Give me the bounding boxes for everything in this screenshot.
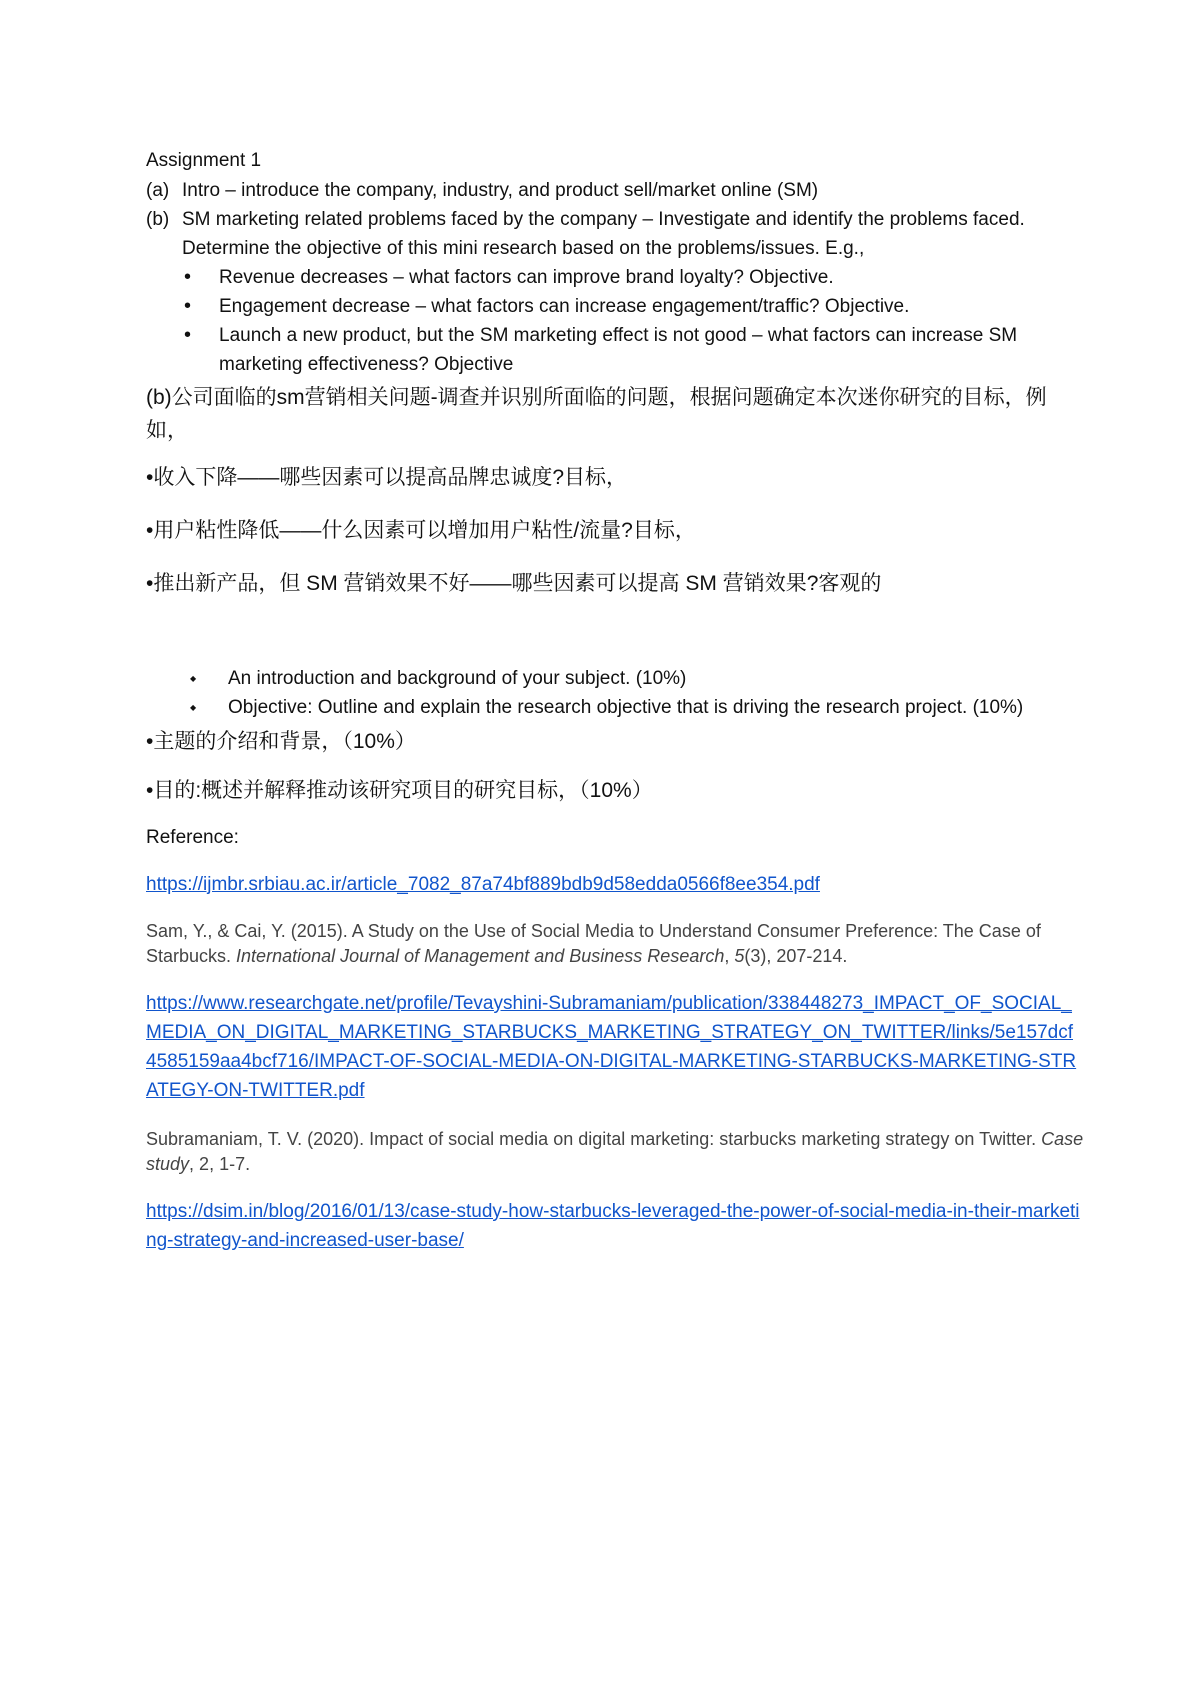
- citation-text: Sam, Y., & Cai, Y. (2015). A Study on the Use of Social Media to Understand Consumer Preference: The Case of Starbucks.: [146, 921, 1041, 966]
- list-item-text: SM marketing related problems faced by the company – Investigate and identify the problems faced. Determine the objective of this mini research based on the problems/issues. E.g.,: [182, 209, 1025, 259]
- problem-bullet-list: [146, 263, 1086, 379]
- reference-link-dsim[interactable]: https://dsim.in/blog/2016/01/13/case-study-how-starbucks-leveraged-the-power-of-social-media-in-their-marketing-strategy-and-increased-user-base/: [146, 1201, 1080, 1251]
- reference-heading: Reference:: [146, 827, 239, 848]
- grading-bullet-list: [146, 664, 1086, 722]
- citation-subramaniam: [146, 1127, 1086, 1177]
- citation-sep: ,: [724, 946, 735, 966]
- citation-pages: (3), 207-214.: [744, 946, 848, 966]
- bullet-item-launch: • Launch a new product, but the SM marketing effect is not good – what factors can increase SM marketing effectiveness? Objective: [146, 321, 1086, 379]
- grading-item-objective: ◆ Objective: Outline and explain the research objective that is driving the research project. (10%): [146, 693, 1086, 722]
- citation-sam-cai: [146, 919, 1086, 969]
- zh-intro-paragraph: (b)公司面临的sm营销相关问题-调查并识别所面临的问题，根据问题确定本次迷你研究的目标，例如，: [146, 386, 1047, 442]
- citation-pages: , 1-7.: [209, 1154, 251, 1174]
- list-item-label: (b): [146, 209, 170, 230]
- document-page: [146, 146, 1086, 1255]
- reference-link-ijmbr[interactable]: https://ijmbr.srbiau.ac.ir/article_7082_87a74bf889bdb9d58edda0566f8ee354.pdf: [146, 874, 820, 895]
- citation-volume: 2: [199, 1154, 210, 1174]
- citation-sep: ,: [189, 1154, 200, 1174]
- assignment-title: Assignment 1: [146, 150, 262, 171]
- grading-item-introduction: ◆ An introduction and background of your subject. (10%): [146, 664, 1086, 693]
- bullet-item-engagement: • Engagement decrease – what factors can increase engagement/traffic? Objective.: [146, 292, 1086, 321]
- zh-grading-objective: •目的:概述并解释推动该研究项目的研究目标，（10%）: [146, 779, 653, 802]
- list-item-label: (a): [146, 180, 170, 201]
- list-item-a: [146, 176, 1086, 205]
- zh-bullet-engagement: •用户粘性降低——什么因素可以增加用户粘性/流量?目标，: [146, 519, 696, 542]
- zh-bullet-revenue: •收入下降——哪些因素可以提高品牌忠诚度?目标，: [146, 466, 628, 489]
- citation-volume: 5: [734, 946, 745, 966]
- citation-text: Subramaniam, T. V. (2020). Impact of social media on digital marketing: starbucks marketing strategy on Twitter.: [146, 1129, 1042, 1149]
- list-item-text: Intro – introduce the company, industry, and product sell/market online (SM): [182, 180, 819, 201]
- citation-journal: Case study: [146, 1129, 1084, 1174]
- zh-bullet-launch: •推出新产品，但 SM 营销效果不好——哪些因素可以提高 SM 营销效果?客观的: [146, 572, 882, 595]
- list-item-b: [146, 205, 1086, 263]
- reference-link-researchgate[interactable]: https://www.researchgate.net/profile/Tevayshini-Subramaniam/publication/338448273_IMPACT_OF_SOCIAL_MEDIA_ON_DIGITAL_MARKETING_STARBUCKS_MARKETING_STRATEGY_ON_TWITTER/links/5e157dcf4585159aa4bcf716/IMPACT-OF-SOCIAL-MEDIA-ON-DIGITAL-MARKETING-STARBUCKS-MARKETING-STRATEGY-ON-TWITTER.pdf: [146, 993, 1077, 1101]
- citation-journal: International Journal of Management and Business Research: [236, 946, 725, 966]
- zh-grading-introduction: •主题的介绍和背景，（10%）: [146, 730, 416, 753]
- bullet-item-revenue: • Revenue decreases – what factors can improve brand loyalty? Objective.: [146, 263, 1086, 292]
